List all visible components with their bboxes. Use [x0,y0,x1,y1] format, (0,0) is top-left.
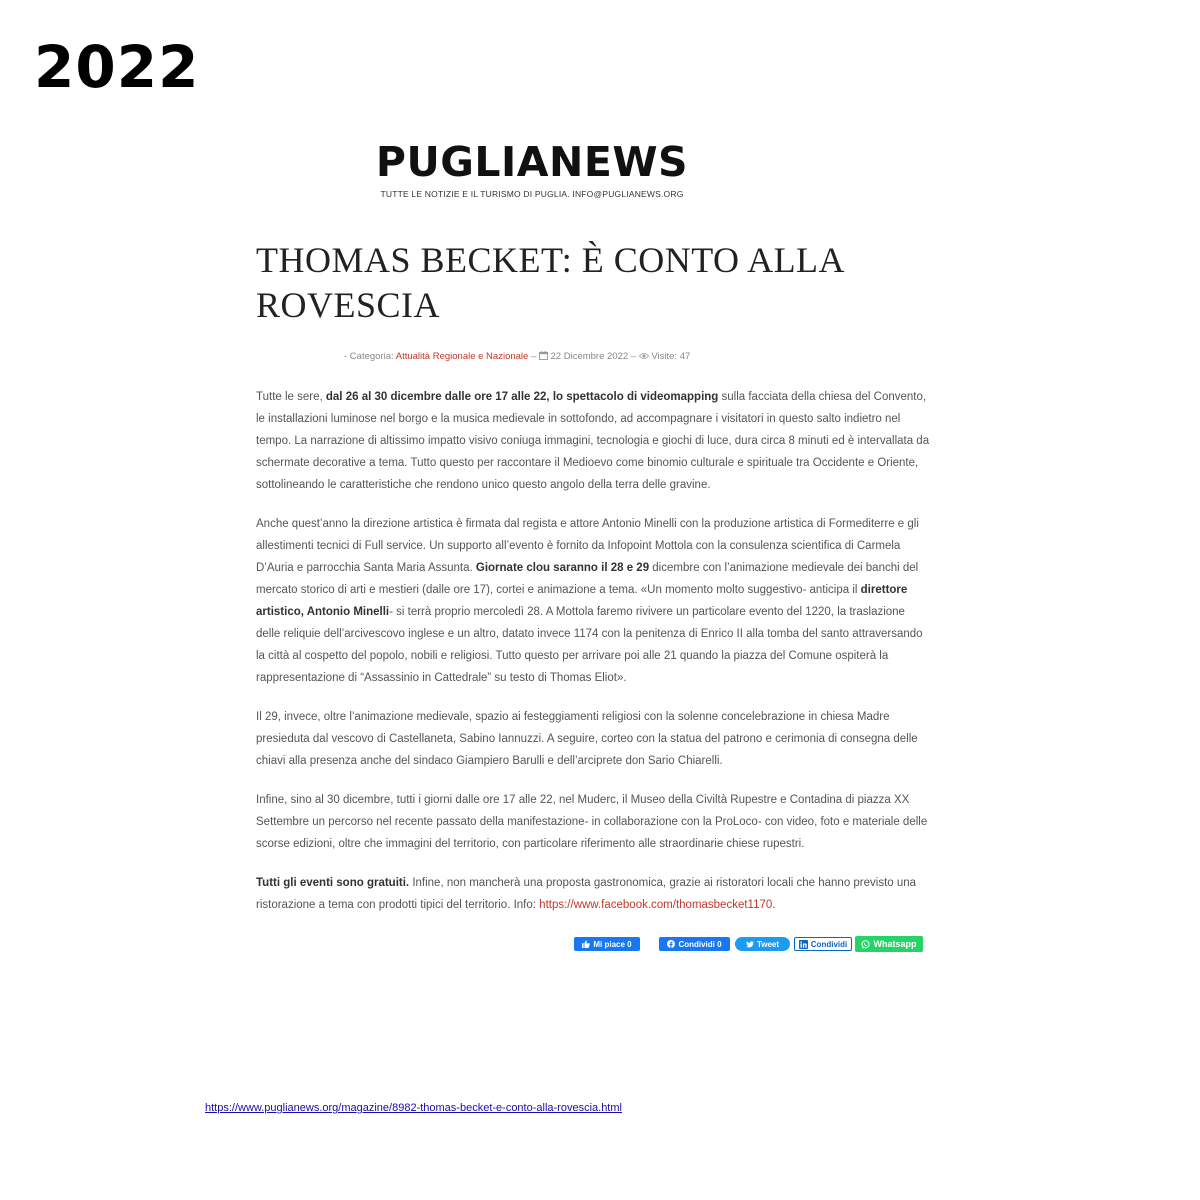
article-body [256,386,932,933]
whatsapp-icon [861,940,870,949]
article-paragraph: Infine, sino al 30 dicembre, tutti i giorni dalle ore 17 alle 22, nel Muderc, il Museo della Civiltà Rupestre e Contadina di piazza XX Settembre un percorso nel recente passato della manifestazione- in collaborazione con la ProLoco- con video, foto e materiale delle scorse edizioni, oltre che immagini del territorio, con particolare riferimento alle straordinarie chiese rupestri. [256,794,928,850]
meta-separator: – [528,351,539,362]
tweet-label: Tweet [756,939,780,949]
linkedin-icon [799,940,808,949]
facebook-share-button[interactable] [659,937,730,951]
article-paragraph [256,513,932,689]
site-tagline: TUTTE LE NOTIZIE E IL TURISMO DI PUGLIA. INFO@PUGLIANEWS.ORG [380,189,684,200]
linkedin-label: Condividi [810,939,848,949]
facebook-icon [667,940,675,948]
article-paragraph [256,872,932,916]
article-views: Visite: 47 [651,351,691,362]
bold-text: Tutti gli eventi sono gratuiti. [256,877,410,889]
text-run: Tutte le sere, [256,391,326,403]
eye-icon [639,352,649,363]
article-date: 22 Dicembre 2022 [550,351,629,362]
linkedin-share-button[interactable] [794,937,852,951]
source-url-link[interactable]: https://www.puglianews.org/magazine/8982-thomas-becket-e-conto-alla-rovescia.html [205,1102,622,1114]
fb-share-label: Condividi 0 [678,939,722,949]
category-link[interactable]: Attualità Regionale e Nazionale [395,351,529,362]
text-run: - si terrà proprio mercoledì 28. A Mottola faremo rivivere un particolare evento del 1220, la traslazione delle reliquie dell’arcivescovo inglese e un altro, datato invece 1174 con la penitenza di Enrico II alla tomba del santo attraversando la città al cospetto del popolo, nobili e religiosi. Tutto questo per arrivare poi alle 21 quando la piazza del Comune ospiterà la rappresentazione di “Assassinio in Cattedrale” su testo di Thomas Eliot». [256,606,923,684]
site-logo[interactable]: PUGLIANEWS [375,138,689,186]
text-run: Infine, non mancherà una proposta gastronomica, grazie ai ristoratori locali che hanno previsto una ristorazione a tema con prodotti tipici del territorio. Info: [256,877,917,911]
meta-separator: – [628,351,639,362]
facebook-link[interactable]: https://www.facebook.com/thomasbecket1170 [539,899,773,911]
article-paragraph [256,386,932,496]
article-title: THOMAS BECKET: È CONTO ALLA ROVESCIA [256,240,844,325]
text-run: . [772,899,776,911]
whatsapp-label: Whatsapp [873,939,917,949]
bold-text: Giornate clou saranno il 28 e 29 [475,562,650,574]
site-masthead[interactable] [332,140,732,199]
bold-text: direttore artistico, Antonio Minelli [256,584,908,618]
twitter-bird-icon [746,941,754,948]
like-label: Mi piace 0 [593,939,632,949]
facebook-like-button[interactable] [574,937,640,951]
category-prefix: - Categoria: [344,351,396,362]
article-meta [344,351,690,363]
text-run: dicembre con l’animazione medievale dei banchi del mercato storico di arti e mestieri (dalle ore 17), cortei e animazione a tema. «Un momento molto suggestivo- anticipa il [256,562,919,596]
article-paragraph: Il 29, invece, oltre l’animazione medievale, spazio ai festeggiamenti religiosi con la solenne concelebrazione in chiesa Madre presieduta dal vescovo di Castellaneta, Sabino Iannuzzi. A seguire, corteo con la statua del patrono e cerimonia di consegna delle chiavi alla presenza anche del sindaco Giampiero Barulli e dell’arciprete don Sario Chiarelli. [256,711,918,767]
text-run: sulla facciata della chiesa del Convento, le installazioni luminose nel borgo e la musica medievale in sottofondo, ad accompagnare i visitatori in questo salto indietro nel tempo. La narrazione di altissimo impatto visivo coniuga immagini, tecnologia e giochi di luce, dura circa 8 minuti ed è intervallata da schermate decorative a tema. Tutto questo per raccontare il Medioevo come binomio culturale e spirituale tra Occidente e Oriente, sottolineando le caratteristiche che rendono unico questo angolo della terra delle gravine. [256,391,930,491]
tweet-button[interactable] [735,937,790,951]
text-run: Anche quest’anno la direzione artistica è firmata dal regista e attore Antonio Minelli con la produzione artistica di Formediterre e gli allestimenti tecnici di Full service. Un supporto all’evento è fornito da Infopoint Mottola con la consulenza scientifica di Carmela D’Auria e parrocchia Santa Maria Assunta. [256,518,919,574]
share-bar [574,936,923,952]
calendar-icon [539,351,548,363]
year-label: 2022 [34,33,200,101]
thumbs-up-icon [582,940,590,948]
bold-text: dal 26 al 30 dicembre dalle ore 17 alle 22, lo spettacolo di videomapping [325,391,719,403]
whatsapp-share-button[interactable] [855,936,923,952]
